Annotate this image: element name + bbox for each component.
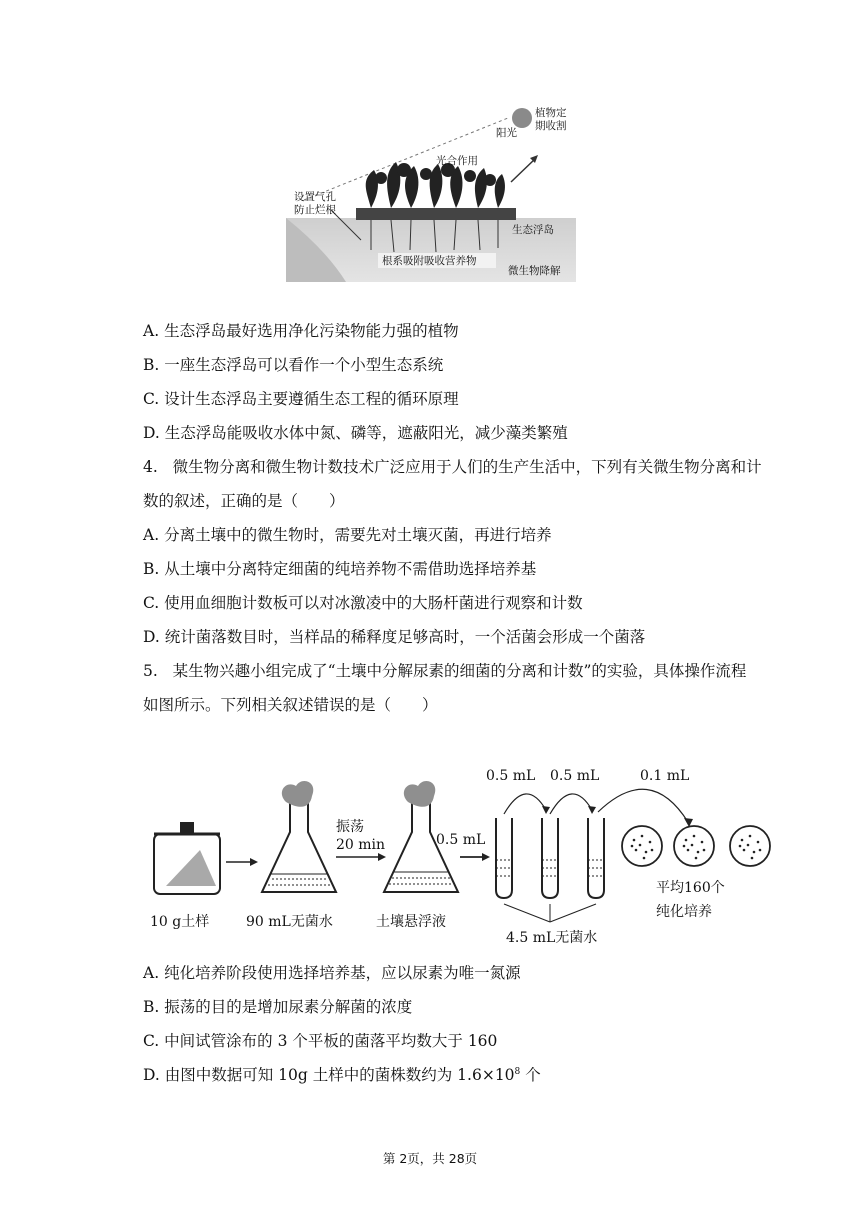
q4-option-b: B. 从土壤中分离特定细菌的纯培养物不需借助选择培养基 <box>143 560 537 578</box>
q4-stem-line1: 4. 微生物分离和微生物计数技术广泛应用于人们的生产生活中，下列有关微生物分离和计 <box>143 458 762 476</box>
label-tube-water: 4.5 mL无菌水 <box>506 930 598 946</box>
q4-option-c: C. 使用血细胞计数板可以对冰激凌中的大肠杆菌进行观察和计数 <box>143 594 583 612</box>
test-tubes <box>496 818 604 898</box>
page-footer: 第 2页，共 28页 <box>382 1151 478 1166</box>
label-transfer-3: 0.5 mL <box>550 768 600 784</box>
q5-option-c: C. 中间试管涂布的 3 个平板的菌落平均数大于 160 <box>143 1032 498 1050</box>
flask-1 <box>262 781 336 892</box>
q4-option-a: A. 分离土壤中的微生物时，需要先对土壤灭菌，再进行培养 <box>143 526 552 544</box>
label-photosynthesis: 光合作用 <box>436 155 478 167</box>
label-transfer-1: 0.5 mL <box>436 832 486 848</box>
label-transfer-2: 0.5 mL <box>486 768 536 784</box>
label-soil-suspension: 土壤悬浮液 <box>376 914 446 930</box>
q3-option-d: D. 生态浮岛能吸收水体中氮、磷等，遮蔽阳光，减少藻类繁殖 <box>143 424 568 442</box>
q5-stem-line2: 如图所示。下列相关叙述错误的是（ ） <box>143 696 438 714</box>
q3-option-c: C. 设计生态浮岛主要遵循生态工程的循环原理 <box>143 390 459 408</box>
q5-option-a: A. 纯化培养阶段使用选择培养基，应以尿素为唯一氮源 <box>143 964 521 982</box>
label-shake: 振荡 <box>336 819 364 835</box>
q4-stem-line2: 数的叙述，正确的是（ ） <box>143 492 345 510</box>
label-harvest-1: 植物定 <box>535 107 567 119</box>
sun-icon <box>512 108 532 128</box>
label-average: 平均160个 <box>656 880 725 896</box>
label-purify: 纯化培养 <box>656 904 712 920</box>
label-harvest-2: 期收割 <box>535 120 567 132</box>
label-sunlight: 阳光 <box>496 127 517 139</box>
q5-stem-line1: 5. 某生物兴趣小组完成了“土壤中分解尿素的细菌的分离和计数”的实验，具体操作流程 <box>143 662 747 680</box>
label-transfer-4: 0.1 mL <box>640 768 690 784</box>
label-vent-2: 防止烂根 <box>294 204 336 216</box>
floating-island-figure <box>286 100 576 282</box>
label-90ml-water: 90 mL无菌水 <box>246 914 333 930</box>
island-base <box>356 208 516 220</box>
q4-option-d: D. 统计菌落数目时，当样品的稀释度足够高时，一个活菌会形成一个菌落 <box>143 628 646 646</box>
exponent: 8 <box>514 1066 521 1077</box>
q5-option-b: B. 振荡的目的是增加尿素分解菌的浓度 <box>143 998 413 1016</box>
q3-option-b: B. 一座生态浮岛可以看作一个小型生态系统 <box>143 356 444 374</box>
label-roots: 根系吸附吸收营养物 <box>382 255 477 267</box>
label-vent-1: 设置气孔 <box>294 191 336 203</box>
label-time: 20 min <box>336 837 386 853</box>
q5-option-d: D. 由图中数据可知 10g 土样中的菌株数约为 $1.6\times 10^8$ 个 <box>143 1066 541 1084</box>
q3-option-a: A. 生态浮岛最好选用净化污染物能力强的植物 <box>143 322 459 340</box>
label-floating-island: 生态浮岛 <box>512 224 554 236</box>
plants <box>366 162 505 208</box>
label-microbes: 微生物降解 <box>508 265 561 277</box>
label-soil-sample: 10 g土样 <box>150 914 210 930</box>
dilution-flow-figure <box>140 752 790 952</box>
